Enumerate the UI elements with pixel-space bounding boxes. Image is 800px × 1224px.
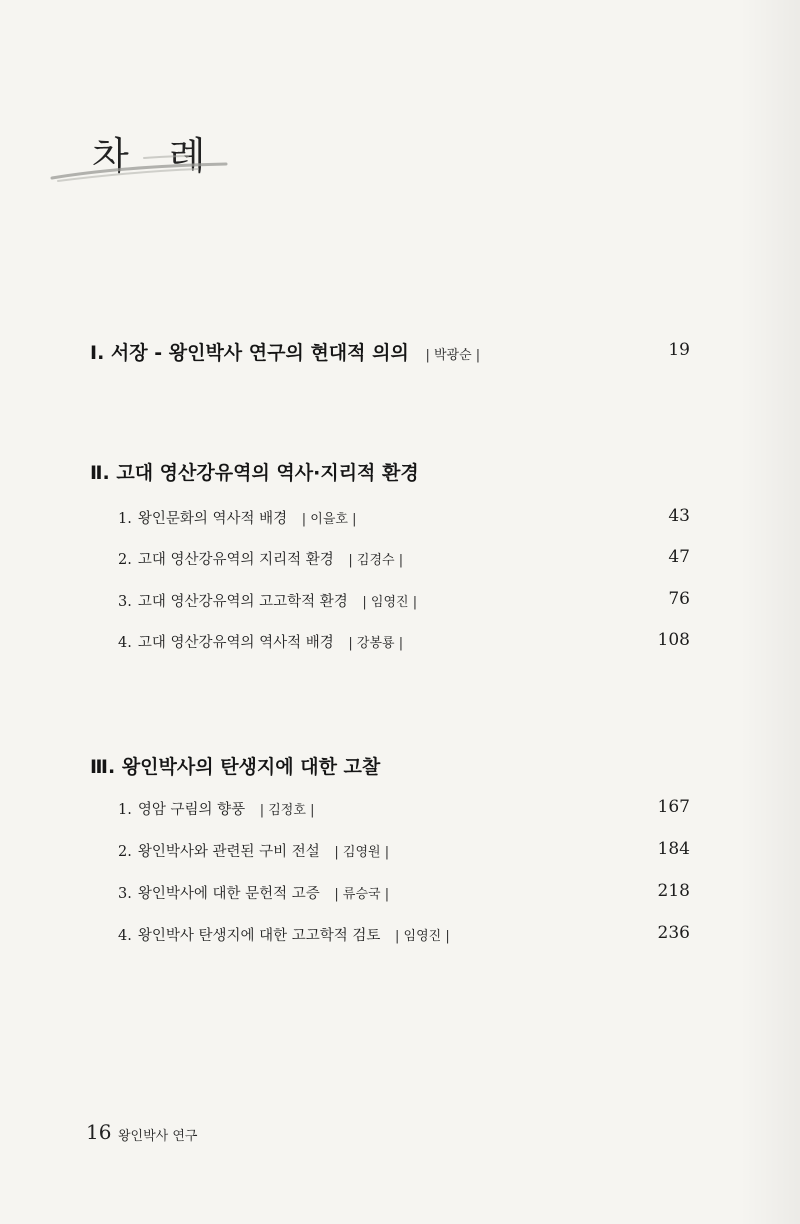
entry-author: | 김경수 | [348,553,404,568]
part-1-page: 19 [668,340,690,360]
toc-entry[interactable]: 2. 왕인박사와 관련된 구비 전설 | 김영원 | [118,844,390,860]
toc-entry[interactable]: 4. 왕인박사 탄생지에 대한 고고학적 검토 | 임영진 | [118,928,450,944]
entry-title: 영암 구림의 향풍 [137,802,246,818]
toc-entry[interactable]: 3. 왕인박사에 대한 문헌적 고증 | 류승국 | [118,886,390,902]
entry-page: 43 [668,506,690,526]
toc-entry[interactable]: 3. 고대 영산강유역의 고고학적 환경 | 임영진 | [118,594,418,610]
entry-title: 왕인박사 탄생지에 대한 고고학적 검토 [137,928,381,944]
entry-title: 고대 영산강유역의 역사적 배경 [137,635,334,651]
entry-author: | 강봉룡 | [348,636,404,651]
toc-entry[interactable]: 1. 영암 구림의 향풍 | 김정호 | [118,802,315,818]
entry-author: | 김영원 | [334,845,390,860]
entry-title: 고대 영산강유역의 고고학적 환경 [137,594,348,610]
part-2-numeral: Ⅱ. [90,462,110,484]
toc-entry[interactable]: 2. 고대 영산강유역의 지리적 환경 | 김경수 | [118,552,404,568]
entry-page: 47 [668,547,690,567]
entry-page: 236 [657,923,690,943]
part-3-numeral: Ⅲ. [90,756,116,778]
part-1-heading[interactable] [90,338,480,365]
entry-page: 108 [657,630,690,650]
footer-book-title: 왕인박사 연구 [118,1129,198,1144]
entry-title: 왕인박사에 대한 문헌적 고증 [137,886,320,902]
part-1-author: | 박광순 | [425,348,481,363]
entry-title: 고대 영산강유역의 지리적 환경 [137,552,334,568]
entry-title: 왕인박사와 관련된 구비 전설 [137,844,320,860]
entry-author: | 임영진 | [395,929,450,944]
entry-page: 167 [657,797,690,817]
entry-page: 218 [657,881,690,901]
part-2-heading[interactable] [90,458,419,485]
part-1-title: 서장 - 왕인박사 연구의 현대적 의의 [110,342,409,364]
entry-author: | 임영진 | [362,595,418,610]
part-1-numeral: Ⅰ. [90,342,105,364]
entry-author: | 김정호 | [259,803,315,818]
entry-author: | 류승국 | [334,887,390,902]
entry-title: 왕인문화의 역사적 배경 [137,511,288,527]
toc-entry[interactable]: 4. 고대 영산강유역의 역사적 배경 | 강봉룡 | [118,635,404,651]
page-edge-shadow [740,0,800,1224]
footer-page-number: 16 [86,1120,112,1144]
toc-entry[interactable]: 1. 왕인문화의 역사적 배경 | 이을호 | [118,511,357,527]
part-3-title: 왕인박사의 탄생지에 대한 고찰 [121,756,381,778]
entry-page: 76 [668,589,690,609]
brush-stroke-decoration [48,150,238,186]
part-3-heading[interactable] [90,752,380,779]
entry-page: 184 [657,839,690,859]
entry-author: | 이을호 | [301,512,357,527]
part-2-title: 고대 영산강유역의 역사·지리적 환경 [116,462,419,484]
page-title: 차 례 [92,134,220,179]
